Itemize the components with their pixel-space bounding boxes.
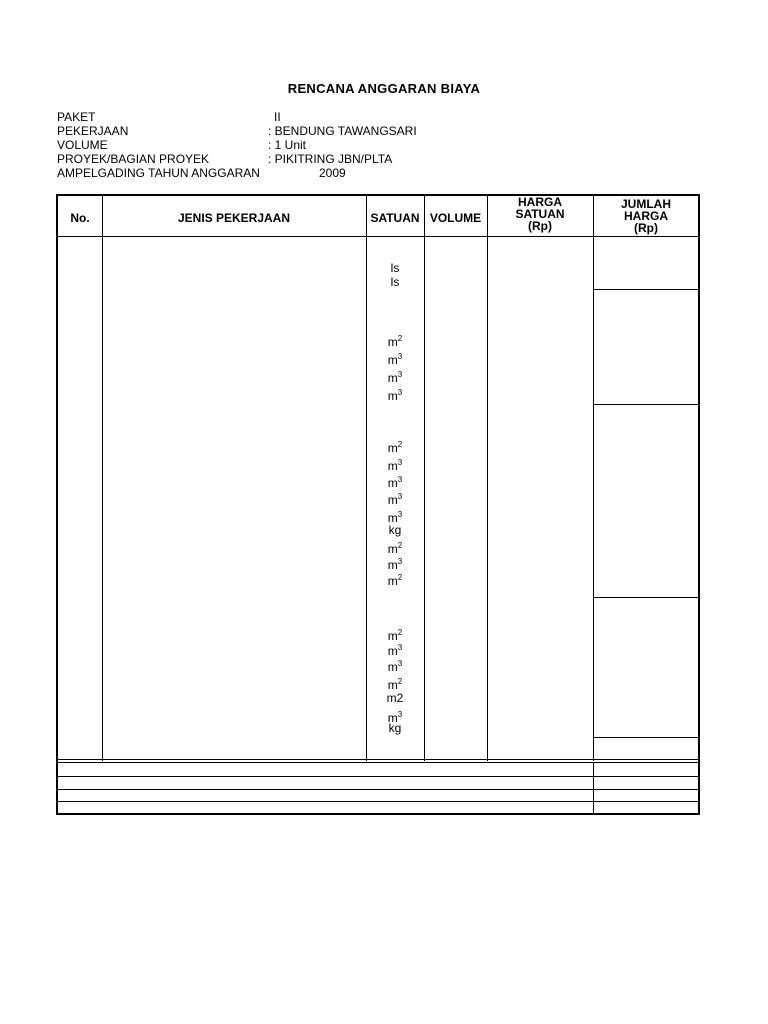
subtotal-rule xyxy=(593,404,698,405)
header-divider xyxy=(58,236,698,237)
item-unit xyxy=(366,372,424,385)
totals-divider xyxy=(58,762,698,763)
unit-base: kg xyxy=(388,523,402,537)
subtotal-rule xyxy=(593,737,698,738)
unit-base: m2 xyxy=(386,691,404,705)
unit-base: m xyxy=(387,459,398,473)
col-header-jumlah-line: HARGA xyxy=(624,209,668,223)
item-unit xyxy=(366,336,424,349)
unit-exponent: 2 xyxy=(397,541,403,550)
item-unit xyxy=(366,262,424,275)
unit-base: kg xyxy=(388,721,402,735)
header-label: PEKERJAAN xyxy=(57,124,129,138)
header-label: AMPELGADING TAHUN ANGGARAN xyxy=(57,166,260,180)
column-divider xyxy=(487,196,488,761)
item-unit xyxy=(366,354,424,367)
unit-exponent: 3 xyxy=(397,492,403,501)
subtotal-rule xyxy=(593,597,698,598)
totals-divider xyxy=(58,759,698,760)
unit-base: m xyxy=(387,644,398,658)
item-unit xyxy=(366,390,424,403)
column-divider xyxy=(102,196,103,761)
unit-exponent: 3 xyxy=(397,352,403,361)
col-header-jumlah-line: (Rp) xyxy=(634,221,658,235)
header-label: PROYEK/BAGIAN PROYEK xyxy=(57,152,210,166)
unit-exponent: 2 xyxy=(397,334,403,343)
unit-base: m xyxy=(387,511,398,525)
header-value: 2009 xyxy=(319,166,346,180)
item-unit xyxy=(366,477,424,490)
unit-base: m xyxy=(387,476,398,490)
totals-column-divider xyxy=(593,762,594,815)
item-unit xyxy=(366,524,424,537)
unit-base: m xyxy=(387,542,398,556)
subtotal-rule xyxy=(593,289,698,290)
unit-exponent: 3 xyxy=(397,458,403,467)
unit-base: m xyxy=(387,711,398,725)
unit-base: m xyxy=(387,335,398,349)
unit-exponent: 2 xyxy=(397,677,403,686)
unit-base: m xyxy=(387,493,398,507)
col-header-harga-line: (Rp) xyxy=(528,219,552,233)
unit-exponent: 3 xyxy=(397,475,403,484)
col-header-jumlah-harga xyxy=(593,198,699,234)
header-label: PAKET xyxy=(57,110,96,124)
column-divider xyxy=(593,196,594,761)
col-header-satuan: SATUAN xyxy=(370,211,420,225)
unit-exponent: 3 xyxy=(397,510,403,519)
unit-exponent: 2 xyxy=(397,573,403,582)
unit-exponent: 3 xyxy=(397,557,403,566)
col-header-harga-line: HARGA xyxy=(518,195,562,209)
col-header-jumlah-line: JUMLAH xyxy=(621,197,671,211)
totals-row-divider xyxy=(58,776,698,777)
unit-base: m xyxy=(387,353,398,367)
unit-base: m xyxy=(387,389,398,403)
unit-base: ls xyxy=(390,275,400,289)
unit-exponent: 2 xyxy=(397,440,403,449)
item-unit xyxy=(366,442,424,455)
unit-exponent: 3 xyxy=(397,388,403,397)
page-title: RENCANA ANGGARAN BIAYA xyxy=(287,81,481,96)
item-unit xyxy=(366,559,424,572)
unit-base: m xyxy=(387,371,398,385)
col-header-volume: VOLUME xyxy=(429,211,482,225)
column-divider xyxy=(366,196,367,761)
unit-exponent: 2 xyxy=(397,628,403,637)
unit-base: m xyxy=(387,441,398,455)
item-unit xyxy=(366,494,424,507)
unit-base: m xyxy=(387,558,398,572)
header-value: : PIKITRING JBN/PLTA xyxy=(268,152,393,166)
unit-base: m xyxy=(387,574,398,588)
item-unit xyxy=(366,460,424,473)
col-header-no: No. xyxy=(70,211,90,225)
unit-base: m xyxy=(387,660,398,674)
header-value: II xyxy=(274,110,281,124)
unit-base: m xyxy=(387,629,398,643)
unit-base: ls xyxy=(390,261,400,275)
header-value: : BENDUNG TAWANGSARI xyxy=(268,124,417,138)
item-unit xyxy=(366,692,424,705)
unit-exponent: 3 xyxy=(397,370,403,379)
header-value: : 1 Unit xyxy=(268,138,307,152)
unit-exponent: 3 xyxy=(397,710,403,719)
col-header-jenis: JENIS PEKERJAAN xyxy=(177,211,291,225)
item-unit xyxy=(366,543,424,556)
item-unit xyxy=(366,276,424,289)
item-unit xyxy=(366,722,424,735)
item-unit xyxy=(366,630,424,643)
col-header-harga-satuan xyxy=(487,196,593,232)
header-label: VOLUME xyxy=(57,138,108,152)
budget-table xyxy=(56,194,700,815)
col-header-harga-line: SATUAN xyxy=(515,207,565,221)
item-unit xyxy=(366,645,424,658)
unit-base: m xyxy=(387,678,398,692)
totals-row-divider xyxy=(58,801,698,802)
item-unit xyxy=(366,661,424,674)
item-unit xyxy=(366,575,424,588)
column-divider xyxy=(424,196,425,761)
unit-exponent: 3 xyxy=(397,643,403,652)
totals-row-divider xyxy=(58,789,698,790)
unit-exponent: 3 xyxy=(397,659,403,668)
